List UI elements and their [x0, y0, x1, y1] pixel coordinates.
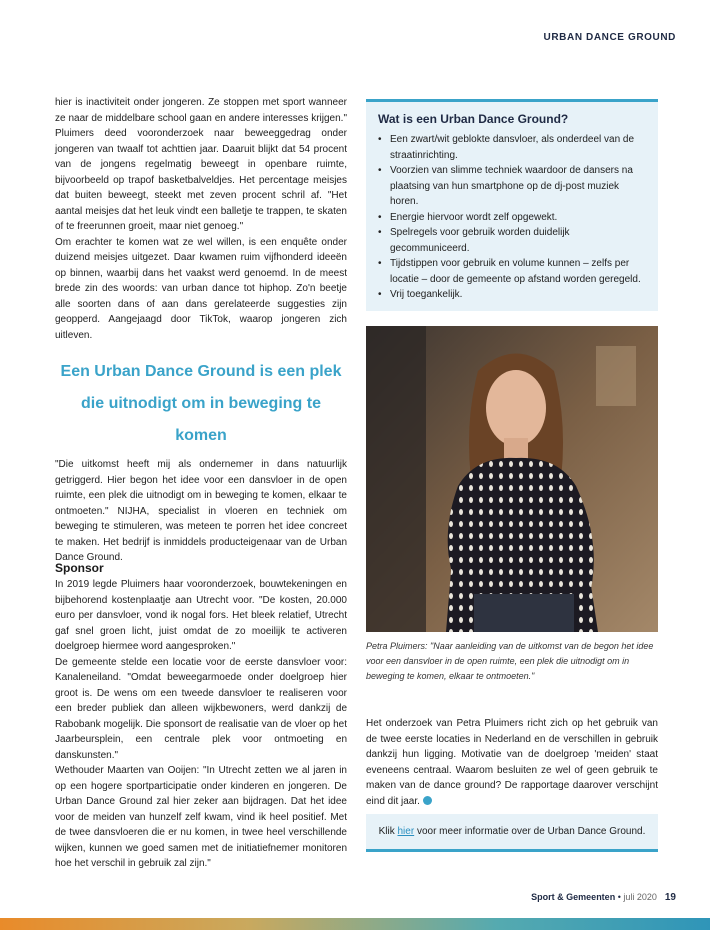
link-suffix: voor meer informatie over de Urban Dance Ground. — [414, 826, 646, 837]
info-box-title: Wat is een Urban Dance Ground? — [378, 112, 569, 126]
more-info-text — [379, 826, 646, 837]
end-mark-icon — [423, 796, 432, 805]
footer-separator: • — [615, 892, 624, 902]
research-text — [366, 716, 658, 809]
portrait-illustration — [366, 326, 658, 632]
info-box — [366, 99, 658, 311]
list-item: • Energie hiervoor wordt zelf opgewekt. — [378, 210, 644, 226]
info-box-list — [378, 132, 644, 303]
list-item: • Tijdstippen voor gebruik en volume kunnen – zelfs per locatie – door de gemeente op afstand worden geregeld. — [378, 256, 644, 287]
running-header: URBAN DANCE GROUND — [543, 32, 676, 43]
list-item: • Vrij toegankelijk. — [378, 287, 644, 303]
link-prefix: Klik — [378, 826, 398, 837]
page-number: 19 — [664, 892, 676, 903]
paragraph — [366, 716, 658, 809]
issue-date: juli 2020 — [623, 892, 657, 902]
paragraph: In 2019 legde Pluimers haar vooronderzoek, bouwtekeningen en bijbehorend kostenplaatje aan Utrecht voor. "De kosten, 20.000 euro per dansvloer, vond ik nogal fors. Het bleek relatief, Utrecht gaf snel groen licht, juist omdat de zo moeilijk te activeren doelgroep hiermee word aangesproken." — [55, 579, 347, 652]
sponsor-section — [55, 561, 347, 872]
paragraph: Om erachter te komen wat ze wel willen, is een enquête onder duizend meisjes uitgezet. Daar kwamen ruim vijfhonderd ideeën op binnen, waarbij dans het vaakst werd genoemd. In de meest brede zin des woords: van urban dance tot hiphop. Zo'n beetje alle soorten dans of aan dans gerelateerde suggesties zijn geopperd. Aangejaagd door TikTok, waarop jongeren zich uitleven. — [55, 236, 347, 341]
sponsor-text — [55, 577, 347, 872]
publication-name: Sport & Gemeenten — [531, 892, 616, 902]
portrait-photo — [366, 326, 658, 632]
decorative-color-bar — [0, 918, 710, 930]
intro-text — [55, 95, 347, 343]
paragraph: hier is inactiviteit onder jongeren. Ze stoppen met sport wanneer ze naar de middelbare school gaan en andere interesses krijgen." Pluimers deed vooronderzoek naar beweeggedrag onder jongeren van twaalf tot achttien jaar. Daaruit blijkt dat 54 procent van de jongens regelmatig beweegt in openbare ruimte, bijvoorbeeld op trapof basketbalveldjes. Het percentage meisjes dat buiten beweegt, steekt met zeven procent schril af. "Het aantal meisjes dat het leuk vindt een balletje te trappen, te skaten of te freerunnen groeit, maar niet genoeg." — [55, 97, 347, 232]
paragraph: Wethouder Maarten van Ooijen: "In Utrecht zetten we al jaren in op een hogere sportparticipatie onder kinderen en jongeren. De Urban Dance Ground zal hier zeker aan bijdragen. Dat het idee voor de meiden van hunzelf zelf kwam, vind ik heel positief. Met de twee dansvloeren die er nu komen, in twee heel verschillende wijken, kunnen we goed samen met de initiatiefnemer monitoren hoe het verschil in gebruik zal zijn." — [55, 765, 347, 869]
quote-followup-text — [55, 457, 347, 566]
more-info-box — [366, 814, 658, 852]
page-footer — [531, 892, 676, 903]
paragraph: "Die uitkomst heeft mij als ondernemer in dans natuurlijk getriggerd. Hier begon het idee voor een dansvloer in de open ruimte, een plek die uitnodigt om in beweging te komen, elkaar te ontmoeten." NIJHA, specialist in vloeren en techniek om beweging te stimuleren, was meteen te porren het idee concreet te maken. Het bedrijf is inmiddels producteigenaar van de Urban Dance Ground. — [55, 459, 347, 563]
more-info-link[interactable]: hier — [397, 826, 415, 837]
section-heading: Sponsor — [55, 561, 104, 575]
list-item: • Een zwart/wit geblokte dansvloer, als onderdeel van de straatinrichting. — [378, 132, 644, 163]
paragraph-text: Het onderzoek van Petra Pluimers richt zich op het gebruik van de twee eerste locaties in Nederland en de verschillen in gebruik dankzij hun ligging. Motivatie van de doelgroep 'meiden' staat eveneens centraal. Waarom besluiten ze wel of geen gebruik te maken van de dance ground? De rapportage daarover verschijnt eind dit jaar. — [366, 718, 658, 807]
photo-caption: Petra Pluimers: "Naar aanleiding van de uitkomst van de begon het idee voor een dansvloer in de open ruimte, een plek die uitnodigt om in beweging te komen, elkaar te ontmoeten." — [366, 641, 654, 681]
paragraph: De gemeente stelde een locatie voor de eerste dansvloer voor: Kanaleneiland. "Omdat beweegarmoede onder doelgroep hier groot is. De wens om een tweede dansvloer te realiseren voor een breder publiek dan alleen wijkbewoners, werd dankzij de Rabobank mogelijk. Die sponsort de realisatie van de vloer op het Jaarbeursplein, een centrale plek voor ontmoeting en danskunsten." — [55, 656, 347, 761]
pull-quote: Een Urban Dance Ground is een plek die uitnodigt om in beweging te komen — [60, 363, 342, 444]
list-item: • Spelregels voor gebruik worden duidelijk gecommuniceerd. — [378, 225, 644, 256]
list-item: • Voorzien van slimme techniek waardoor de dansers na plaatsing van hun smartphone op de dj-post muziek horen. — [378, 163, 644, 210]
